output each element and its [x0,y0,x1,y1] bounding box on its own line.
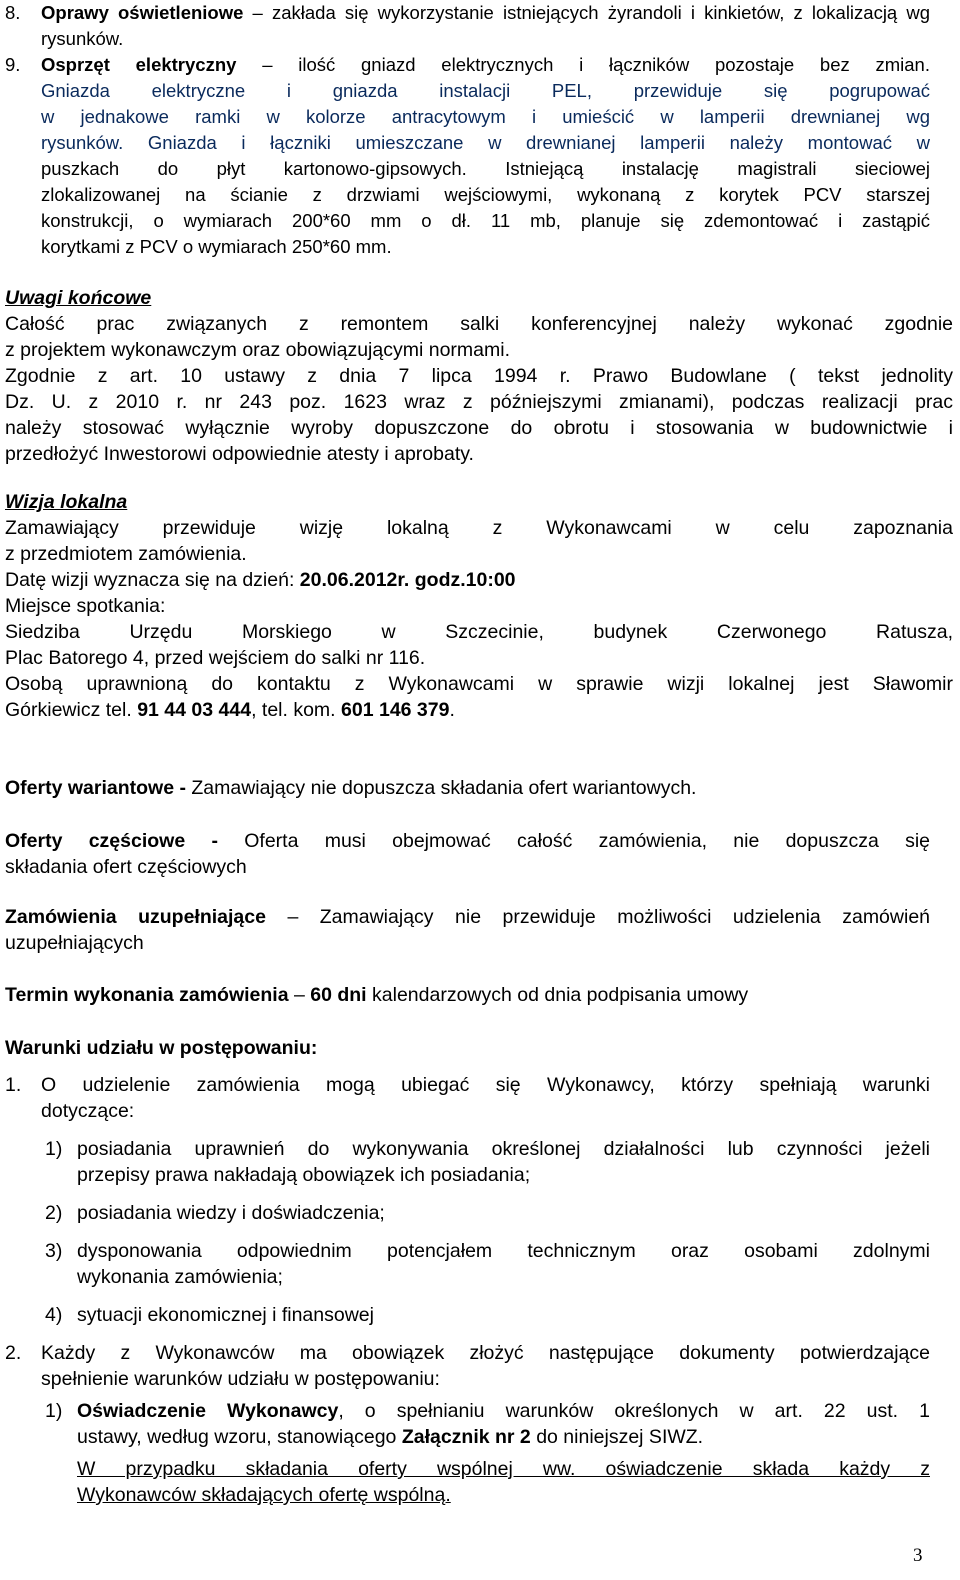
section-zamowienia-uzupelniajace: Zamówienia uzupełniające – Zamawiający nie przewiduje możliwości udzielenia zamówień uzupełniających [5,906,931,954]
text-line: Zgodnie z art. 10 ustawy z dnia 7 lipca 1994 r. Prawo Budowlane ( tekst jednolity [5,365,953,387]
list-number: 9. [5,54,21,75]
section-uwagi [5,285,953,467]
section-wizja: Wizja lokalna Zamawiający przewiduje wizję lokalną z Wykonawcami w celu zapoznania z przedmiotem zamówienia. Datę wizji wyznacza się na dzień: 20.06.2012r. godz.10:00 Miejsce spotkania: Siedziba Urzędu Morskiego w Szczecinie, budynek Czerwonego Ratusza, Plac Batorego 4, przed wejściem do salki nr 116. Osobą uprawnioną do kontaktu z Wykonawcami w sprawie wizji lokalnej jest Sławomir Górkiewicz tel. 91 44 03 444, tel. kom. 601 146 379. [5,491,953,721]
underlined-note: W przypadku składania oferty wspólnej ww. oświadczenie składa każdy z [77,1458,930,1480]
section-oferty-czesciowe: Oferty częściowe - Oferta musi obejmować całość zamówienia, nie dopuszcza się składania ofert częściowych [5,830,930,878]
item-text: – zakłada się wykorzystanie istniejących żyrandoli i kinkietów, z lokalizacją wg rysunków. [41,2,931,49]
text-line: rysunków. Gniazda i łączniki umieszczane w drewnianej lamperii należy montować w [41,132,930,153]
list-item-8 [5,0,930,52]
duration: 60 dni [310,984,367,1006]
page-number: 3 [913,1545,923,1566]
section-heading: Wizja lokalna [5,491,128,513]
list-number: 1. [5,1074,22,1096]
conditions-item-2: 2. Każdy z Wykonawców ma obowiązek złożyć następujące dokumenty potwierdzające spełnienie warunków udziału w postępowaniu: [5,1342,930,1390]
text-line: Całość prac związanych z remontem salki konferencyjnej należy wykonać zgodnie [5,313,953,335]
place-label: Miejsce spotkania: [5,595,166,617]
item-title: Oprawy oświetleniowe [41,2,244,23]
list-number: 2) [45,1202,63,1224]
text-line: Dz. U. z 2010 r. nr 243 poz. 1623 wraz z późniejszymi zmianami), podczas realizacji prac [5,391,953,413]
underlined-note: Wykonawców składających ofertę wspólną. [77,1484,451,1506]
document-title: Oświadczenie Wykonawcy [77,1400,339,1422]
section-heading: Warunki udziału w postępowaniu: [5,1037,318,1059]
section-warunki [5,1035,953,1061]
section-oferty-wariantowe: Oferty wariantowe - Zamawiający nie dopuszcza składania ofert wariantowych. [5,777,697,799]
document-page: 8. Oprawy oświetleniowe – zakłada się wykorzystanie istniejących żyrandoli i kinkietów, z lokalizacją wg rysunków. 9. Osprzęt elektryczny – ilość gniazd elektrycznych i łączników pozostaje bez zmian. Gniazda elektryczne i gniazda instalacji PEL, przewiduje się pogrupować w jednakowe ramki w kolorze antracytowym i umieścić w lamperii drewnianej wg rysunków. Gniazda i łączniki umieszczane w drewnianej lamperii należy montować w puszkach do płyt kartonowo-gipsowych. Istniejącą instalację magistrali sieciowej zlokalizowanej na ścianie z drzwiami wejściowymi, wykonaną z korytek PCV starszej konstrukcji, o wymiarach 200*60 mm o dł. 11 mb, planuje się zdemontować i zastąpić korytkami z PCV o wymiarach 250*60 mm. Uwagi końcowe Całość prac związanych z remontem salki konferencyjnej należy wykonać zgodnie z projektem wykonawczym oraz obowiązującymi normami. Zgodnie z art. 10 ustawy z dnia 7 lipca 1994 r. Prawo Budowlane ( tekst jednolity Dz. U. z 2010 r. nr 243 poz. 1623 wraz z późniejszymi zmianami), podczas realizacji prac należy stosować wyłącznie wyroby dopuszczone do obrotu i stosowania w budownictwie i przedłożyć Inwestorowi odpowiednie atesty i aprobaty. Wizja lokalna Zamawiający przewiduje wizję lokalną z Wykonawcami w celu zapoznania z przedmiotem zamówienia. Datę wizji wyznacza się na dzień: 20.06.2012r. godz.10:00 Miejsce spotkania: Siedziba Urzędu Morskiego w Szczecinie, budynek Czerwonego Ratusza, Plac Batorego 4, przed wejściem do salki nr 116. Osobą uprawnioną do kontaktu z Wykonawcami w sprawie wizji lokalnej jest Sławomir Górkiewicz tel. 91 44 03 444, tel. kom. 601 146 379. Oferty wariantowe - Zamawiający nie dopuszcza składania ofert wariantowych. Oferty częściowe - Oferta musi obejmować całość zamówienia, nie dopuszcza się składania ofert częściowych Zamówienia uzupełniające – Zamawiający nie przewiduje możliwości udzielenia zamówień uzupełniających Termin wykonania zamówienia – 60 dni kalendarzowych od dnia podpisania umowy Warunki udziału w postępowaniu: 1. O udzielenie zamówienia mogą ubiegać się Wykonawcy, którzy spełniają warunki dotyczące: 1) posiadania uprawnień do wykonywania określonej działalności lub czynności jeżeli przepisy prawa nakładają obowiązek ich posiadania; 2) posiadania wiedzy i doświadczenia; 3) dysponowania odpowiednim potencjałem technicznym oraz osobami zdolnymi wykonania zamówienia; 4) sytuacji ekonomicznej i finansowej 2. Każdy z Wykonawców ma obowiązek złożyć następujące dokumenty potwierdzające spełnienie warunków udziału w postępowaniu: 1) Oświadczenie Wykonawcy, o spełnianiu warunków określonych w art. 22 ust. 1 ustawy, według wzoru, stanowiącego Załącznik nr 2 do niniejszej SIWZ. W przypadku składania oferty wspólnej ww. oświadczenie składa każdy z Wykonawców składających ofertę wspólną. 3 [5,2,953,1566]
section-title: Oferty wariantowe - [5,777,192,799]
text-line: z projektem wykonawczym oraz obowiązującymi normami. [5,339,510,361]
text-line: z przedmiotem zamówienia. [5,543,247,565]
section-title: Termin wykonania zamówienia [5,984,289,1006]
text-line: Osobą uprawnioną do kontaktu z Wykonawcami w sprawie wizji lokalnej jest Sławomir [5,673,953,695]
section-termin: Termin wykonania zamówienia – 60 dni kalendarzowych od dnia podpisania umowy [5,984,749,1006]
text-line: przedłożyć Inwestorowi odpowiednie atesty i aprobaty. [5,443,474,465]
attachment-ref: Załącznik nr 2 [401,1426,531,1448]
list-number: 1) [45,1400,63,1422]
text-line: Gniazda elektryczne i gniazda instalacji PEL, przewiduje się pogrupować [41,80,930,101]
text-line: zlokalizowanej na ścianie z drzwiami wejściowymi, wykonaną z korytek PCV starszej [41,184,930,205]
section-heading: Uwagi końcowe [5,287,152,309]
date-label: Datę wizji wyznacza się na dzień: [5,569,300,591]
text-line: puszkach do płyt kartonowo-gipsowych. Istniejącą instalację magistrali sieciowej [41,158,930,179]
section-title: Oferty częściowe - [5,830,245,852]
text-line: Zamawiający przewiduje wizję lokalną z Wykonawcami w celu zapoznania [5,517,953,539]
list-number: 1) [45,1138,63,1160]
phone-number: 91 44 03 444 [137,699,252,721]
mobile-number: 601 146 379 [341,699,450,721]
conditions-item-1: 1. O udzielenie zamówienia mogą ubiegać się Wykonawcy, którzy spełniają warunki dotyczące: [5,1074,930,1122]
list-number: 2. [5,1342,22,1364]
text-line: Plac Batorego 4, przed wejściem do salki nr 116. [5,647,426,669]
text-line: Siedziba Urzędu Morskiego w Szczecinie, budynek Czerwonego Ratusza, [5,621,953,643]
list-number: 4) [45,1304,63,1326]
text-line: należy stosować wyłącznie wyroby dopuszczone do obrotu i stosowania w budownictwie i [5,417,953,439]
item-title: Osprzęt elektryczny [41,54,237,75]
list-number: 8. [5,2,21,23]
text-line: konstrukcji, o wymiarach 200*60 mm o dł. 11 mb, planuje się zdemontować i zastąpić [41,210,930,231]
text-line: korytkami z PCV o wymiarach 250*60 mm. [41,236,392,257]
list-item-9: 9. Osprzęt elektryczny – ilość gniazd elektrycznych i łączników pozostaje bez zmian. Gniazda elektryczne i gniazda instalacji PEL, przewiduje się pogrupować w jednakowe ramki w kolorze antracytowym i umieścić w lamperii drewnianej wg rysunków. Gniazda i łączniki umieszczane w drewnianej lamperii należy montować w puszkach do płyt kartonowo-gipsowych. Istniejącą instalację magistrali sieciowej zlokalizowanej na ścianie z drzwiami wejściowymi, wykonaną z korytek PCV starszej konstrukcji, o wymiarach 200*60 mm o dł. 11 mb, planuje się zdemontować i zastąpić korytkami z PCV o wymiarach 250*60 mm. [5,52,930,260]
section-title: Zamówienia uzupełniające [5,906,266,928]
date-value: 20.06.2012r. godz.10:00 [299,569,516,591]
list-number: 3) [45,1240,63,1262]
text-line: w jednakowe ramki w kolorze antracytowym i umieścić w lamperii drewnianej wg [41,106,930,127]
